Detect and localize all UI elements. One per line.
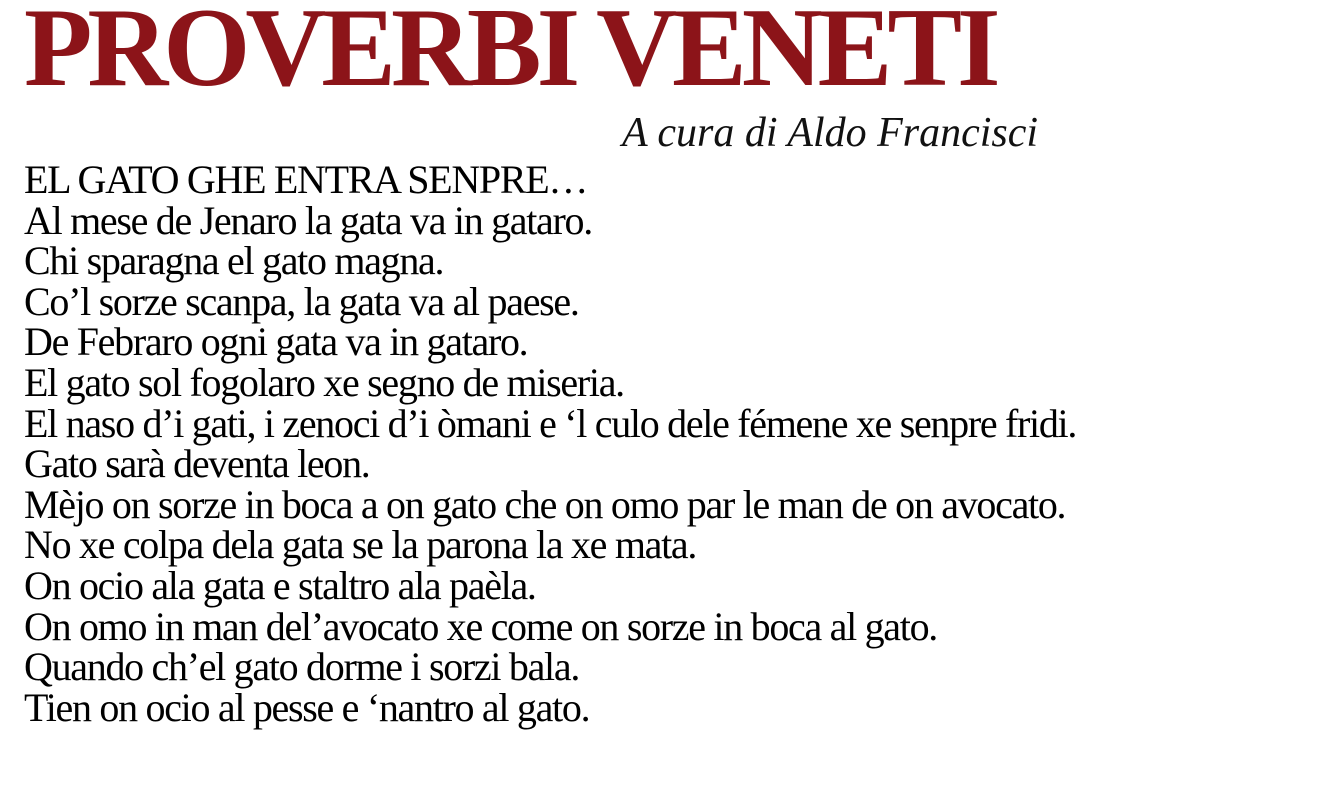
- proverb-item: Quando ch’el gato dorme i sorzi bala.: [24, 644, 580, 690]
- proverb-item: Co’l sorze scanpa, la gata va al paese.: [24, 278, 579, 324]
- page-title: PROVERBI VENETI: [24, 0, 996, 110]
- proverb-item: Al mese de Jenaro la gata va in gataro.: [24, 197, 592, 243]
- proverb-item: Gato sarà deventa leon.: [24, 441, 370, 487]
- proverb-item: El gato sol fogolaro xe segno de miseria.: [24, 359, 624, 405]
- proverb-item: De Febraro ogni gata va in gataro.: [24, 319, 528, 365]
- proverb-item: Mèjo on sorze in boca a on gato che on omo par le man de on avocato.: [24, 481, 1066, 527]
- proverb-item: Tien on ocio al pesse e ‘nantro al gato.: [24, 684, 590, 730]
- proverb-item: On ocio ala gata e staltro ala paèla.: [24, 562, 536, 608]
- page-subtitle: A cura di Aldo Francisci: [622, 110, 1039, 156]
- proverb-item: Chi sparagna el gato magna.: [24, 238, 444, 284]
- proverb-item: El naso d’i gati, i zenoci d’i òmani e ‘l culo dele fémene xe senpre fridi.: [24, 400, 1077, 446]
- proverb-item: No xe colpa dela gata se la parona la xe mata.: [24, 522, 697, 568]
- section-heading: EL GATO GHE ENTRA SENPRE…: [24, 157, 588, 202]
- proverb-list: [24, 157, 1077, 730]
- proverb-item: On omo in man del’avocato xe come on sorze in boca al gato.: [24, 603, 937, 649]
